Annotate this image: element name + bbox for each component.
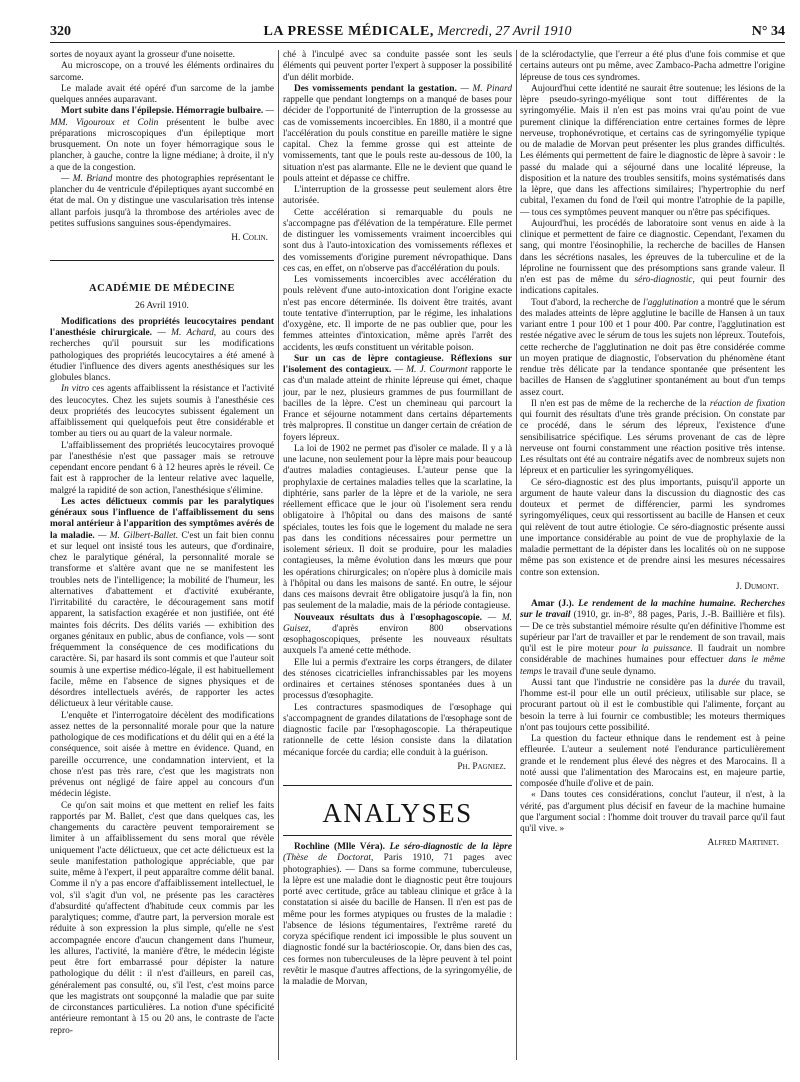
session-date: 26 Avril 1910.: [135, 300, 189, 311]
paragraph: Aujourd'hui cette identité ne saurait être soutenue; les lésions de la lèpre pseudo-syringo-myélique sont tout différentes de la syringomyélie. Mais il n'en est pas moins vrai qu'au point de vue purement clinique la différenciation entre certaines formes de lèpre nerveuse, trophonévrotique, et certains cas de syringomyélie typique ou de maladie de Morvan peut présenter les plus grandes difficultés. Les éléments qui permettent de faire le diagnostic de lèpre à savoir : le passé du malade qui a séjourné dans une localité lépreuse, la disposition et la nature des troubles sensitifs, moins systématisés dans la lèpre, que dans les affections similaires; l'hypertrophie du nerf cubital, l'examen du fond de l'œil qui montre l'atrophie de la papille, — tous ces symptômes peuvent manquer ou n'être pas spécifiques.: [520, 83, 785, 218]
paragraph: Cette accélération si remarquable du pouls ne s'accompagne pas d'élévation de la température. Elle permet de distinguer les vomissements vraiment incoercibles qui sont dus à l'auto-intoxication des vomissements réflexes et des vomissements d'origine purement névropathique. Dans ces cas, en effet, on n'observe pas d'accélération du pouls.: [283, 207, 512, 274]
paragraph-text: qui fournit des résultats d'une très grande précision. On constate par ce procédé, dans le sérum des lépreux, l'existence d'une sensibilisatrice spécifique. Les sérums provenant de cas de lèpre nerveuse ont fourni constamment une réaction positive très intense. Les résultats ont été au contraire négatifs avec de nombreux sujets non lépreux et en particulier les syringomyéliques.: [520, 410, 785, 477]
academy-heading: ACADÉMIE DE MÉDECINE: [50, 260, 274, 294]
author-name: — M. Pinard: [460, 83, 512, 94]
italic-text: l'agglutination: [643, 297, 699, 308]
paragraph-text: ces agents affaiblissent la résistance et l'activité des leucocytes. Chez les sujets soumis à l'anesthésie ces deux propriétés des leucocytes subissent également un affaiblissement qui quelquefois peut être considérable et tomber au tiers ou au quart de la valeur normale.: [50, 384, 274, 440]
paragraph: Les contractures spasmodiques de l'œsophage qui s'accompagnent de grandes dilatations de l'œsophage sont de diagnostic facile par l'œsophagoscopie. La thérapeutique rationnelle de cette lésion consiste dans la dilatation mécanique forcée du cardia; elle conduit à la guérison.: [283, 702, 512, 758]
author-name: — M. Briand: [61, 173, 113, 184]
report-epilepsy: [50, 106, 274, 174]
report-oesophagoscopy: [283, 613, 512, 658]
author-name: — M. Gilbert-Ballet.: [98, 530, 179, 541]
paragraph: Ce séro-diagnostic est des plus importants, puisqu'il apporte un argument de haute valeur dans la discussion du diagnostic des cas douteux et permet de différencier, parmi les syndromes syringomyéliques, ceux qui ressortissent au bacille de Hansen et ceux qui relèvent de tout autre étiologie. Ce séro-diagnostic présente aussi une importance considérable au point de vue de prophylaxie de la maladie permettant de la dépister dans les localités où on ne suppose même pas son existence et de prendre ainsi les mesures nécessaires contre son extension.: [520, 477, 785, 578]
paragraph-text: rapporte le cas d'un malade atteint de rhinite lépreuse qui émet, chaque jour, par le nez, plusieurs grammes de pus fourmillant de bacilles de la lèpre. C'est un chemineau qui parcourt la France et séjourne notamment dans certains départements très malpropres. Il constitue un danger certain de création de foyers lépreux.: [283, 365, 512, 443]
paragraph-text: d'après environ 800 observations œsophagoscopiques, présente les nouveaux résultats auxquels l'a amené cette méthode.: [283, 623, 512, 657]
paragraph: L'interruption de la grossesse peut seulement alors être autorisée.: [283, 185, 512, 207]
italic-text: pour la puissance.: [618, 644, 693, 654]
paragraph-text: a montré que le sérum des malades atteints de lèpre agglutine le bacille de Hansen à un taux variant entre 1 pour 100 et 1 pour 400. Par contre, l'agglutination est restée négative avec le sérum de tous les sujets non lépreux. Toutefois, cette recherche de l'agglutination ne doit pas être considérée comme un moyen pratique de diagnostic, l'observation du phénomène étant rendue très délicate par la tendance spontanée que présentent les bacilles de Hansen de s'agglutiner spontanément au bout d'un temps assez court.: [520, 297, 785, 398]
section-title: Les actes délictueux commis par les paralytiques généraux sous l'influence de l'affaiblissement du sens moral antérieur à l'apparition des symptômes avérés de la maladie.: [50, 496, 274, 541]
report-leprosy: [283, 354, 512, 444]
section-title: Mort subite dans l'épilepsie. Hémorragie bulbaire.: [61, 106, 264, 117]
signature: H. Colin.: [231, 233, 268, 243]
column-rule-1: [278, 50, 279, 1060]
paragraph: [50, 384, 274, 440]
paragraph: L'enquête et l'interrogatoire décèlent des modifications assez nettes de la personnalité morale pour que la nature pathologique de ces modifications et du délit qui en a été la conséquence, soit aisée à mettre en évidence. Quand, en pareille occurrence, une condamnation intervient, et la chose n'est pas très rare, c'est que les magistrats non prévenus ont négligé de faire appel au concours d'un médecin légiste.: [50, 710, 274, 800]
author-name: — M. J. Courmont: [394, 365, 468, 375]
column-left: [50, 50, 274, 1078]
column-right: [520, 50, 785, 1078]
column-rule-2: [516, 50, 517, 1060]
italic-text: In vitro: [61, 384, 90, 395]
paragraph-text: Aussi tant que l'industrie ne considère pas la: [531, 677, 714, 688]
italic-text: durée: [718, 677, 740, 688]
report-leucocytes: [50, 317, 274, 385]
paragraph: [520, 298, 785, 399]
paragraph: Le malade avait été opéré d'un sarcome de la jambe quelques années auparavant.: [50, 83, 274, 105]
paragraph-text: Paris 1910, 71 pages avec photographies). — Dans sa forme commune, tuberculeuse, la lèpre est une maladie dont le diagnostic peut être toujours porté avec certitude, grâce au tableau clinique et grâce à la constatation si aisée du bacille de Hansen. Il n'en est pas de même pour les formes atypiques ou frustes de la maladie : l'absence de lésions tégumentaires, l'extrême rareté du coryza spécifique rendent ici impossible le plus souvent un diagnostic fondé sur la bactérioscopie. Or, dans bien des cas, ces formes non tuberculeuses de la lèpre peuvent à tel point revêtir le masque d'autres affections, de la syringomyélie, de la maladie de Morvan,: [283, 853, 512, 987]
report-paralytics: [50, 497, 274, 711]
issue-number: N° 34: [751, 24, 785, 39]
paragraph: de la sclérodactylie, que l'erreur a été plus d'une fois commise et que certains auteurs ont pu même, avec Zambaco-Pacha admettre l'origine lépreuse de tous ces syndromes.: [520, 50, 785, 83]
author-name: — M. Achard,: [157, 328, 217, 338]
paragraph: « Dans toutes ces considérations, conclut l'auteur, il n'est, à la vérité, pas d'argument plus décisif en faveur de la machine humaine que l'argument social : l'homme doit trouver du travail parce qu'il faut qu'il vive. »: [520, 790, 785, 834]
italic-text: séro-diagnostic,: [634, 275, 695, 285]
italic-text: réaction de fixation: [709, 398, 785, 409]
paragraph: [520, 678, 785, 734]
signature: J. Dumont.: [735, 581, 779, 592]
work-type: (Thèse de Doctorat,: [283, 853, 374, 864]
paragraph-text: Tout d'abord, la recherche de: [531, 297, 641, 308]
paragraph: sortes de noyaux ayant la grosseur d'une noisette.: [50, 50, 235, 60]
paragraph: Elle lui a permis d'extraire les corps étrangers, de dilater des sténoses cicatricielles infranchissables par les moyens ordinaires et certaines sténoses spontanées dues à un processus d'œsophagite.: [283, 657, 512, 702]
signature: Alfred Martinet.: [707, 838, 779, 849]
paragraph: Au microscope, on a trouvé les éléments ordinaires du sarcome.: [50, 61, 274, 83]
paragraph: La loi de 1902 ne permet pas d'isoler ce malade. Il y a là une lacune, non seulement pour la lèpre mais pour beaucoup d'autres maladies contagieuses. L'auteur pense que la prophylaxie de certaines maladies telles que la scarlatine, la diphtérie, sans parler de la lèpre et de la variole, ne sera réellement efficace que le jour où l'isolement sera rendu obligatoire à l'hôpital ou dans des maisons de santé spéciales, toutes les fois que le logement du malade ne sera pas dans les conditions nécessaires pour permettre un isolement sérieux. Il doit se produire, pour les maladies contagieuses, la même évolution dans les mœurs que pour les opérations chirurgicales; on n'opère plus à domicile mais à l'hôpital ou dans les maisons de santé. En outre, le séjour dans ces maisons devrait être obligatoire jusqu'à la fin, non pas seulement de la maladie, mais de la période contagieuse.: [283, 443, 512, 612]
section-title: Nouveaux résultats dus à l'œsophagoscopie.: [294, 612, 482, 623]
paragraph-text: le travail d'une seule dynamo.: [544, 666, 657, 677]
section-title: Des vomissements pendant la gestation.: [294, 83, 457, 94]
paragraph: Ce qu'on sait moins et que mettent en relief les faits rapportés par M. Ballet, c'est que dans quelques cas, les changements du caractère peuvent temporairement se limiter à un affaiblissement du sens moral que révèle uniquement l'acte délictueux, que cet acte délictueux est la seule manifestation pathologique appréciable, que par suite, même à l'expert, il peut apparaître comme délit banal. Comme il n'y a pas encore d'affaiblissement intellectuel, le vol, s'il s'agit d'un vol, ne présente pas les caractères d'absurdité qu'affectent d'habitude ceux commis par les paralytiques; comme, d'autre part, la perversion morale est réduite à son expression la plus simple, qu'elle ne s'est accompagnée encore d'aucun changement dans l'humeur, les allures, l'activité, la manière d'être, le médecin légiste peut être fort embarrassé pour dépister la nature pathologique du délit : il n'est d'ailleurs, en pareil cas, généralement pas consulté, ou, s'il l'est, c'est moins parce que les magistrats ont soupçonné la maladie que par suite de circonstances particulières. La notion d'une spécificité antérieure remontant à 15 ou 20 ans, le contraste de l'acte repro-: [50, 800, 274, 1036]
paragraph: [520, 399, 785, 478]
paragraph-text: Il n'en est pas de même de la recherche de la: [531, 398, 707, 409]
paragraph-text: C'est un fait bien connu et sur lequel ont insisté tous les auteurs, que d'ordinaire, chez le paralytique général, la personnalité morale se transforme et s'altère avant que ne se manifestent les troubles nets de l'intelligence; la mobilité de l'humeur, les alternatives d'abattement et d'activité exubérante, l'irritabilité du caractère, le découragement sans motif apparent, la satisfaction exagérée et non justifiée, ont été maintes fois décrits. Des délits variés — exhibition des organes génitaux en public, abus de confiance, vols — sont fréquemment la conséquence de ces modifications du caractère. Si, par hasard ils sont commis et que l'auteur soit soumis à une expertise médico-légale, il est habituellement facile, même en l'absence de signes physiques et de désordres intellectuels avérés, de rapporter les actes délictueux à leur véritable cause.: [50, 530, 274, 710]
section-title: Sur un cas de lèpre contagieuse. Réflexions sur l'isolement des contagieux.: [283, 353, 512, 375]
paragraph-text: présentent le bulbe avec préparations microscopiques d'un épileptique mort brusquement. On note un foyer hémorragique sous le plancher, à gauche, contre la ligne médiane; à droite, il n'y a que de la congestion.: [50, 117, 274, 173]
author-name: — M. Guisez,: [283, 612, 512, 634]
paragraph: L'affaiblissement des propriétés leucocytaires provoqué par l'anesthésie n'est que passager mais se retrouve cependant encore pendant 6 à 12 heures après le réveil. Ce fait est à rapprocher de la lenteur relative avec laquelle, malgré la rapidité de son action, l'anesthésique s'élimine.: [50, 440, 274, 496]
signature: Ph. Pagniez.: [457, 761, 506, 772]
work-title: Le rendement de la machine humaine. Recherches sur le travail: [520, 599, 785, 621]
column-middle: [283, 50, 512, 1078]
paragraph-text: montre des photographies représentant le plancher du 4e ventricule d'épileptiques ayant succombé en état de mal. On y distingue une vascularisation très intense allant parfois jusqu'à la thrombose des artérioles avec de petites suffusions sanguines sous-épendymaires.: [50, 173, 274, 229]
paragraph-text: qui peut fournir des indications capitales.: [520, 275, 785, 297]
paragraph: [520, 219, 785, 298]
running-title: [50, 24, 785, 40]
paragraph-text: Aujourd'hui, les procédés de laboratoire sont venus en aide à la clinique et permettent de faire ce diagnostic. Cependant, l'examen du sang, qui montre l'éosinophilie, la recherche de bacilles de Hansen dans les sécrétions nasales, les épreuves de la tuberculine et de la léproline ne fournissent que des présomptions sans grande valeur. Il n'en est pas de même du: [520, 218, 785, 285]
author-name: — MM. Vigouroux et Colin: [50, 106, 274, 128]
report-briand: [50, 174, 274, 230]
review-rochline: [283, 842, 512, 988]
paragraph-text: (1910, gr. in-8°, 88 pages, Paris, J.-B. Baillière et fils). — De ce très substantiel mémoire résulte qu'en définitive l'homme est supérieur par l'art de travailler et par le rendement de son travail, mais qu'il est le pire moteur: [520, 610, 785, 654]
italic-text: dans le même temps: [520, 655, 785, 677]
paragraph-text: Il faudrait un nombre considérable de machines humaines pour effectuer: [520, 644, 785, 666]
paragraph-text: du travail, l'homme est-il pour elle un outil précieux, utilisable sur place, se procurant partout où il est le combustible qui l'alimente, forçant au besoin la terre à lui fournir ce combustible; les moteurs thermiques n'ont pas toujours cette possibilité.: [520, 677, 785, 733]
page-header: [50, 24, 785, 43]
paragraph: La question du facteur ethnique dans le rendement est à peine effleurée. L'auteur a seulement noté l'endurance particulièrement grande et le rendement plus élevé des nègres et des Marocains. Il a noté aussi que l'alimentation des Marocains est, en majeure partie, composée d'huile d'olive et de pain.: [520, 734, 785, 789]
author-name: Amar (J.).: [531, 599, 575, 609]
section-title: Modifications des propriétés leucocytaires pendant l'anesthésie chirurgicale.: [50, 316, 274, 338]
journal-name: LA PRESSE MÉDICALE,: [263, 24, 434, 39]
analyses-heading: ANALYSES: [283, 785, 512, 836]
page-number: 320: [50, 24, 71, 39]
report-gestation: [283, 84, 512, 185]
paragraph: Les vomissements incoercibles avec accélération du pouls relèvent d'une auto-intoxication dont l'origine exacte n'est pas encore déterminée. Ils doivent être traités, avant toute tentative d'interruption, par le régime, les inhalations d'oxygène, etc. Il importe de ne pas oublier que, pour les femmes atteintes d'intoxication, même après l'arrêt des accidents, les œufs constituent un véritable poison.: [283, 275, 512, 353]
paragraph-text: au cours des recherches qu'il poursuit sur les modifications pathologiques des propriétés leucocytaires a été amené à étudier l'influence des divers agents anesthésiques sur les globules blancs.: [50, 328, 274, 383]
paragraph: ché à l'inculpé avec sa conduite passée sont les seuls éléments qui peuvent porter l'expert à supposer la possibilité d'un délit morbide.: [283, 50, 512, 83]
review-amar: [520, 599, 785, 678]
author-name: Rochline (Mlle Véra).: [294, 842, 385, 852]
paragraph-text: rappelle que pendant longtemps on a manqué de bases pour décider de l'opportunité de l'interruption de la grossesse au cas de vomissements incoercibles. En 1880, il a montré que l'accélération du pouls constitue en pareille matière le signe capital. Chez la femme grosse qui est atteinte de vomissements, tant que le pouls reste au-dessous de 100, la situation n'est pas alarmante. Elle ne le devient que quand le pouls atteint et dépasse ce chiffre.: [283, 95, 512, 184]
work-title: Le séro-diagnostic de la lèpre: [389, 842, 512, 852]
issue-date: Mercredi, 27 Avril 1910: [437, 24, 572, 39]
